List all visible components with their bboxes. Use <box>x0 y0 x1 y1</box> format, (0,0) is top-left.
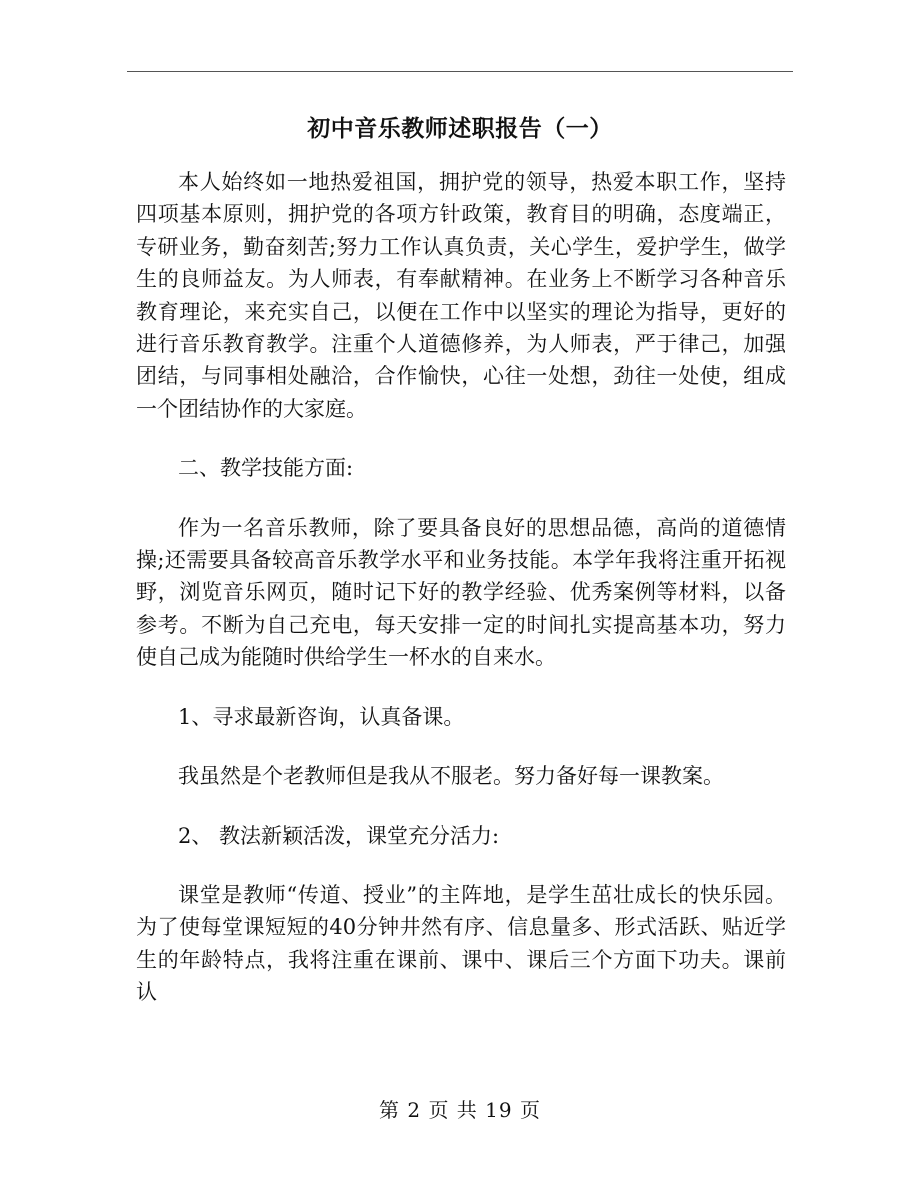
page-number: 第 2 页 共 19 页 <box>379 1098 541 1122</box>
heading-teaching-skills: 二、教学技能方面: <box>178 456 354 481</box>
paragraph-intro: 本人始终如一地热爱祖国，拥护党的领导，热爱本职工作，坚持四项基本原则，拥护党的各项方针政策，教育目的明确，态度端正，专研业务，勤奋刻苦;努力工作认真负责，关心学生，爱护学生，做学生的良师益友。为人师表，有奉献精神。在业务上不断学习各种音乐教育理论，来充实自己，以便在工作中以坚实的理论为指导，更好的进行音乐教育教学。注重个人道德修养，为人师表，严于律己，加强团结，与同事相处融洽，合作愉快，心往一处想，劲往一处使，组成一个团结协作的大家庭。 <box>136 170 786 421</box>
paragraph-teaching-skills: 作为一名音乐教师，除了要具备良好的思想品德，高尚的道德情操;还需要具备较高音乐教学水平和业务技能。本学年我将注重开拓视野，浏览音乐网页，随时记下好的教学经验、优秀案例等材料，以备参考。不断为自己充电，每天安排一定的时间扎实提高基本功，努力使自己成为能随时供给学生一杯水的自来水。 <box>136 515 786 670</box>
subheading-teaching-methods: 2、 教法新颖活泼，课堂充分活力: <box>178 823 500 848</box>
subheading-lesson-prep: 1、寻求最新咨询，认真备课。 <box>178 704 465 729</box>
document-title: 初中音乐教师述职报告（一） <box>307 115 613 142</box>
header-rule <box>127 71 793 72</box>
document-body <box>136 166 786 1009</box>
paragraph-classroom: 课堂是教师“传道、授业”的主阵地，是学生茁壮成长的快乐园。为了使每堂课短短的40分钟井然有序、信息量多、形式活跃、贴近学生的年龄特点，我将注重在课前、课中、课后三个方面下功夫。课前认 <box>136 882 786 1005</box>
paragraph-lesson-prep: 我虽然是个老教师但是我从不服老。努力备好每一课教案。 <box>178 764 724 789</box>
